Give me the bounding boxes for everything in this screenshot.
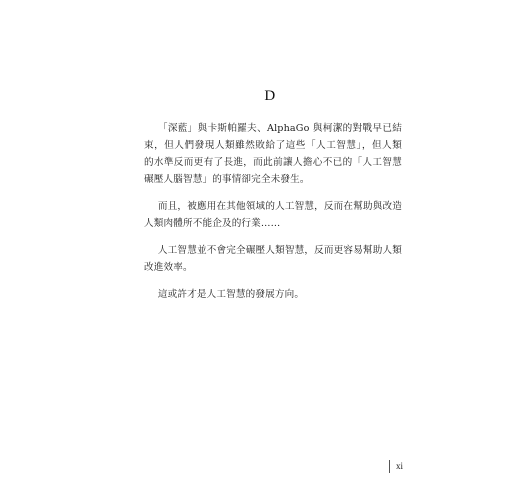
body-text [144, 120, 402, 313]
paragraph-1: 「深藍」與卡斯帕羅夫、AlphaGo 與柯潔的對戰早已結束，但人們發現人類雖然敗給了這些「人工智慧」，但人類的水準反而更有了長進，而此前讓人擔心不已的「人工智慧碾壓人腦智慧」的事情卻完全未發生。 [144, 123, 402, 185]
section-letter-heading: D [264, 88, 276, 104]
page-number: xi [389, 460, 403, 473]
paragraph-4: 這或許才是人工智慧的發展方向。 [157, 289, 305, 300]
paragraph-3: 人工智慧並不會完全碾壓人類智慧，反而更容易幫助人類改進效率。 [144, 245, 402, 273]
paragraph-2: 而且，被應用在其他領域的人工智慧，反而在幫助與改造人類肉體所不能企及的行業…… [144, 201, 402, 229]
